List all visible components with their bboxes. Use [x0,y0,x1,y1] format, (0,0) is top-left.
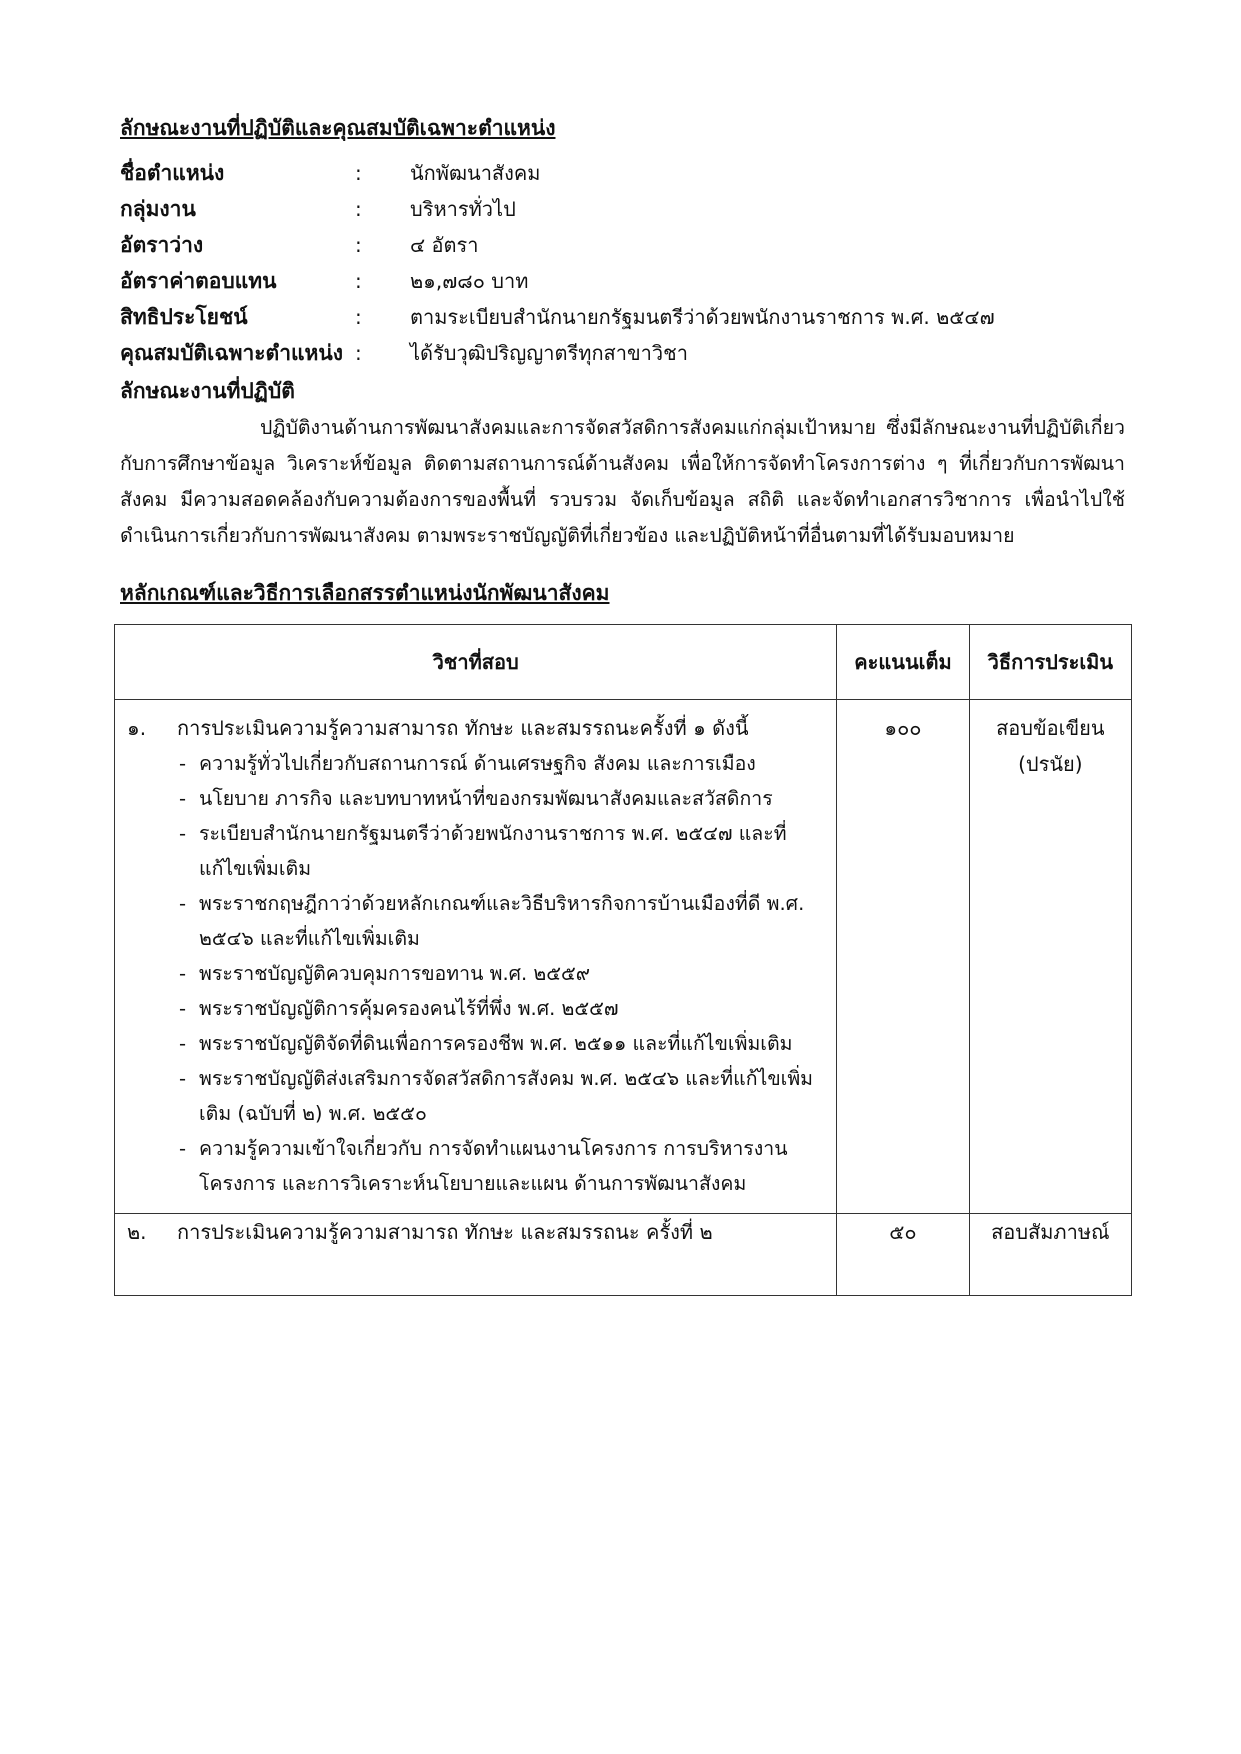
list-item [179,1026,826,1061]
method-cell [969,1214,1131,1296]
item-number: ๑. [127,716,147,740]
info-row-work-group [120,191,1140,227]
info-value: บริหารทั่วไป [410,197,516,221]
list-item [179,886,826,956]
subject-list [127,746,826,1201]
list-item [179,1061,826,1131]
header-subject: วิชาที่สอบ [115,625,837,700]
table-row [115,1214,1132,1296]
item-heading [127,710,826,746]
dash-bullet: - [179,892,187,915]
item-title: การประเมินความรู้ความสามารถ ทักษะ และสมรรถนะ ครั้งที่ ๒ [177,1220,713,1244]
method-text: สอบข้อเขียน [996,716,1105,740]
list-item-text: พระราชบัญญัติการคุ้มครองคนไร้ที่พึ่ง พ.ศ. ๒๕๕๗ [199,997,619,1020]
item-title: การประเมินความรู้ความสามารถ ทักษะ และสมรรถนะครั้งที่ ๑ ดังนี้ [177,716,749,740]
info-value: นักพัฒนาสังคม [410,161,541,185]
dash-bullet: - [179,1067,187,1090]
info-colon: : [355,305,362,329]
subject-cell [115,700,837,1214]
list-item-text: นโยบาย ภารกิจ และบทบาทหน้าที่ของกรมพัฒนาสังคมและสวัสดิการ [199,787,773,810]
full-score: ๑๐๐ [884,716,922,740]
duties-text: ปฏิบัติงานด้านการพัฒนาสังคมและการจัดสวัสดิการสังคมแก่กลุ่มเป้าหมาย ซึ่งมีลักษณะงานที่ปฏิบัติเกี่ยวกับการศึกษาข้อมูล วิเคราะห์ข้อมูล ติดตามสถานการณ์ด้านสังคม เพื่อให้การจัดทำโครงการต่าง ๆ ที่เกี่ยวกับการพัฒนาสังคม มีความสอดคล้องกับความต้องการของพื้นที่ รวบรวม จัดเก็บข้อมูล สถิติ และจัดทำเอกสารวิชาการ เพื่อนำไปใช้ดำเนินการเกี่ยวกับการพัฒนาสังคม ตามพระราชบัญญัติที่เกี่ยวข้อง และปฏิบัติหน้าที่อื่นตามที่ได้รับมอบหมาย [120,416,1125,547]
dash-bullet: - [179,752,187,775]
dash-bullet: - [179,787,187,810]
info-label: กลุ่มงาน [120,196,196,221]
dash-bullet: - [179,1137,187,1160]
dash-bullet: - [179,822,187,845]
duties-paragraph [120,410,1125,554]
info-label: อัตราค่าตอบแทน [120,268,277,293]
method-subtext: (ปรนัย) [1018,752,1083,776]
list-item [179,991,826,1026]
section-title-selection-criteria: หลักเกณฑ์และวิธีการเลือกสรรตำแหน่งนักพัฒนาสังคม [120,581,610,605]
info-label: สิทธิประโยชน์ [120,304,248,329]
list-item-text: ความรู้ความเข้าใจเกี่ยวกับ การจัดทำแผนงานโครงการ การบริหารงานโครงการ และการวิเคราะห์นโยบายและแผน ด้านการพัฒนาสังคม [199,1137,788,1195]
info-value: ๒๑,๗๘๐ บาท [410,269,529,293]
list-item-text: พระราชบัญญัติควบคุมการขอทาน พ.ศ. ๒๕๕๙ [199,962,591,985]
info-colon: : [355,341,362,365]
full-score: ๕๐ [889,1220,917,1244]
table-row [115,700,1132,1214]
info-colon: : [355,269,362,293]
item-heading [127,1214,826,1250]
score-cell [837,700,969,1214]
list-item-text: พระราชกฤษฎีกาว่าด้วยหลักเกณฑ์และวิธีบริหารกิจการบ้านเมืองที่ดี พ.ศ. ๒๕๔๖ และที่แก้ไขเพิ่มเติม [199,892,805,950]
list-item-text: ระเบียบสำนักนายกรัฐมนตรีว่าด้วยพนักงานราชการ พ.ศ. ๒๕๔๗ และที่แก้ไขเพิ่มเติม [199,822,787,880]
method-cell [969,700,1131,1214]
dash-bullet: - [179,997,187,1020]
info-colon: : [355,161,362,185]
subject-cell [115,1214,837,1296]
table-header-row [115,625,1132,700]
score-cell [837,1214,969,1296]
info-colon: : [355,233,362,257]
list-item [179,1131,826,1201]
info-row-benefits [120,299,1140,335]
item-number: ๒. [127,1220,147,1244]
list-item-text: พระราชบัญญัติส่งเสริมการจัดสวัสดิการสังคม พ.ศ. ๒๕๔๖ และที่แก้ไขเพิ่มเติม (ฉบับที่ ๒) พ.ศ. ๒๕๕๐ [199,1067,814,1125]
info-label: คุณสมบัติเฉพาะตำแหน่ง [120,340,343,365]
info-row-position-name [120,155,1140,191]
header-score: คะแนนเต็ม [837,625,969,700]
duties-heading: ลักษณะงานที่ปฏิบัติ [120,379,295,403]
dash-bullet: - [179,1032,187,1055]
info-row-vacancies [120,227,1140,263]
info-value: ๔ อัตรา [410,233,479,257]
criteria-table [114,624,1132,1296]
info-value: ตามระเบียบสำนักนายกรัฐมนตรีว่าด้วยพนักงานราชการ พ.ศ. ๒๕๔๗ [410,305,995,329]
info-label: อัตราว่าง [120,232,204,257]
list-item [179,956,826,991]
info-row-qualifications [120,335,1140,371]
info-label: ชื่อตำแหน่ง [120,160,225,185]
section-title-job-description: ลักษณะงานที่ปฏิบัติและคุณสมบัติเฉพาะตำแหน่ง [120,116,556,140]
info-colon: : [355,197,362,221]
list-item [179,781,826,816]
list-item [179,746,826,781]
list-item [179,816,826,886]
method-text: สอบสัมภาษณ์ [991,1220,1110,1244]
list-item-text: ความรู้ทั่วไปเกี่ยวกับสถานการณ์ ด้านเศรษฐกิจ สังคม และการเมือง [199,752,756,775]
list-item-text: พระราชบัญญัติจัดที่ดินเพื่อการครองชีพ พ.ศ. ๒๕๑๑ และที่แก้ไขเพิ่มเติม [199,1032,793,1055]
position-info [120,155,1140,371]
header-method: วิธีการประเมิน [969,625,1131,700]
info-value: ได้รับวุฒิปริญญาตรีทุกสาขาวิชา [410,341,688,365]
info-row-salary [120,263,1140,299]
dash-bullet: - [179,962,187,985]
